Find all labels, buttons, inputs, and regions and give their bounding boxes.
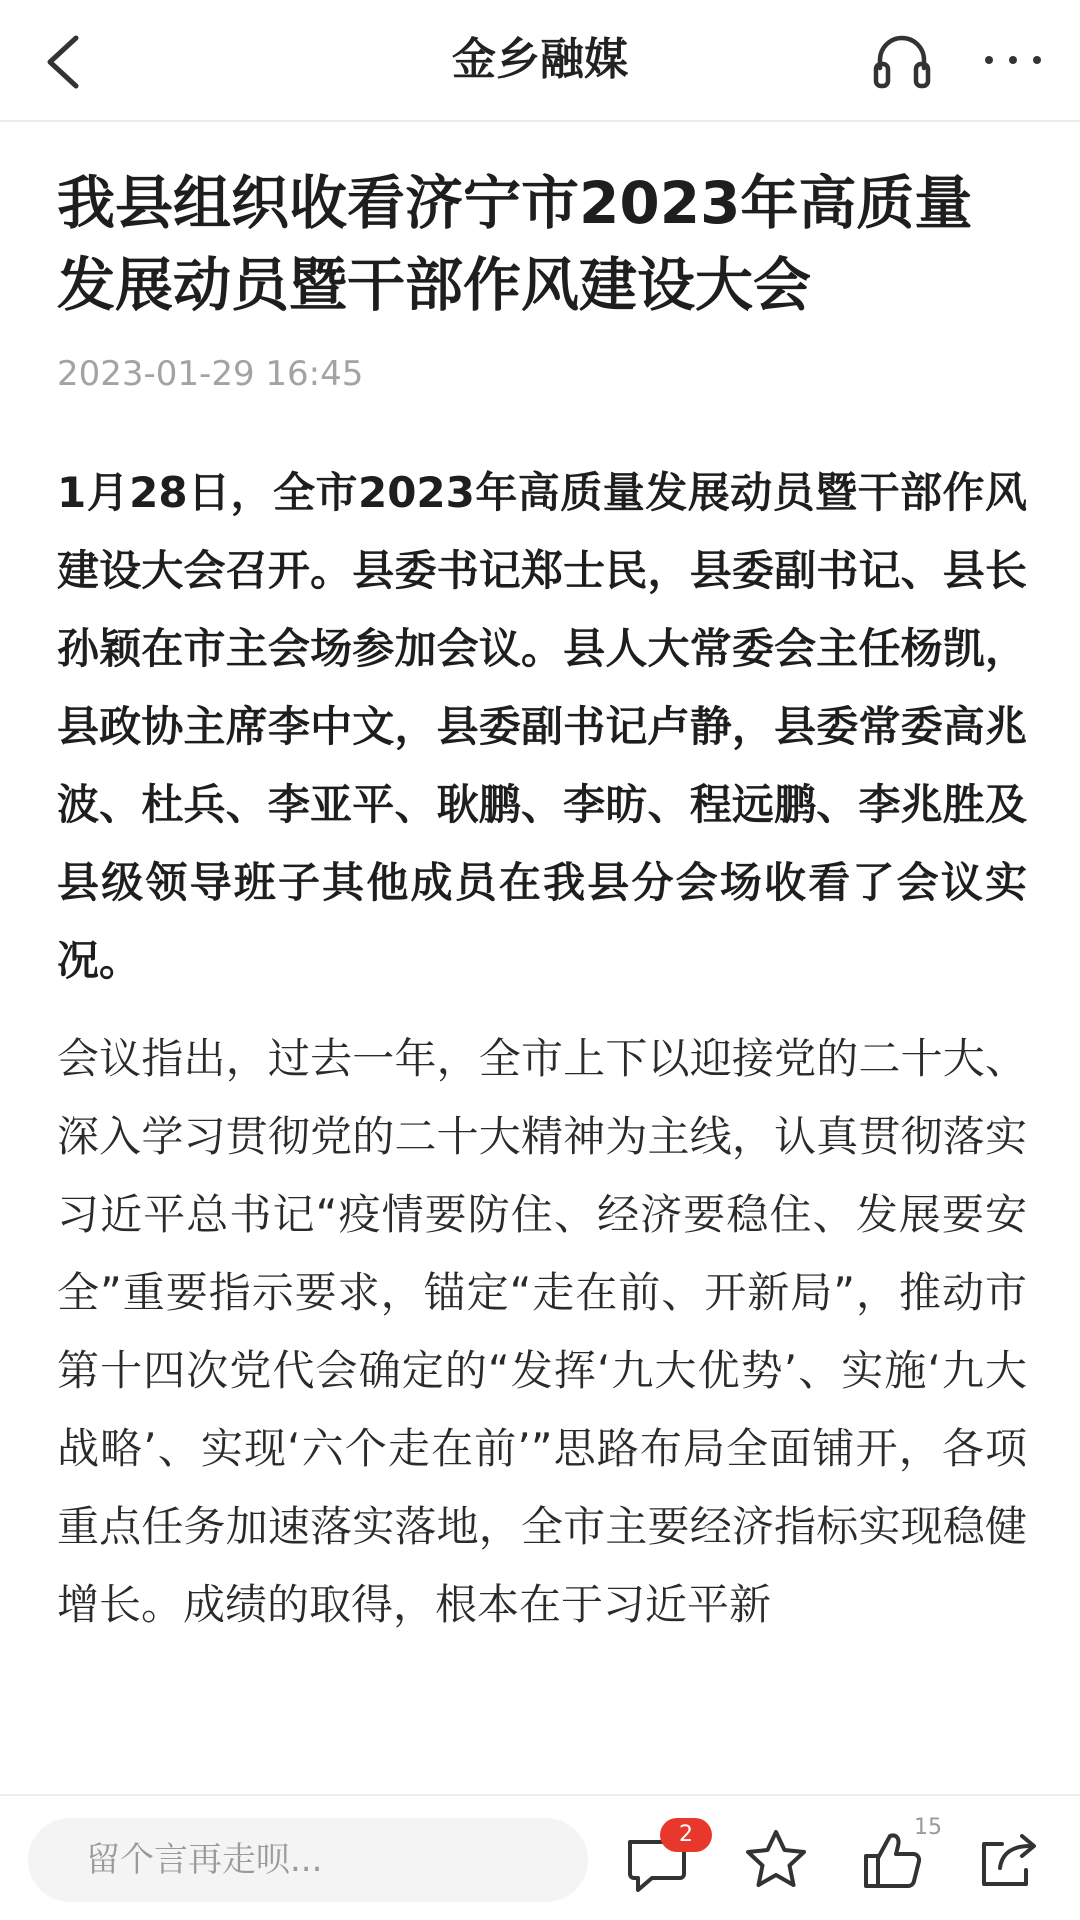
comment-button[interactable] — [620, 1822, 696, 1898]
favorite-button[interactable] — [738, 1822, 814, 1898]
share-button[interactable] — [972, 1822, 1048, 1898]
more-dots-icon — [976, 24, 1050, 96]
like-button[interactable] — [856, 1815, 942, 1898]
app-title: 金乡融媒 — [452, 34, 628, 85]
top-nav-bar — [0, 0, 1080, 122]
listen-button[interactable] — [866, 24, 938, 96]
comment-input[interactable]: 留个言再走呗... — [28, 1818, 588, 1902]
article-content — [57, 122, 1027, 1794]
more-button[interactable] — [976, 24, 1050, 96]
star-icon — [738, 1822, 814, 1898]
body-paragraph: 会议指出，过去一年，全市上下以迎接党的二十大、深入学习贯彻党的二十大精神为主线，认真贯彻落实习近平总书记“疫情要防住、经济要稳住、发展要安全”重要指示要求，锚定“走在前、开新局”，推动市第十四次党代会确定的“发挥‘九大优势’、实施‘九大战略’、实现‘六个走在前’”思路布局全面铺开，各项重点任务加速落实落地，全市主要经济指标实现稳健增长。成绩的取得，根本在于习近平新 — [57, 1034, 1027, 1629]
bottom-action-bar — [0, 1794, 1080, 1920]
lead-paragraph: 1月28日，全市2023年高质量发展动员暨干部作风建设大会召开。县委书记郑士民，县委副书记、县长孙颖在市主会场参加会议。县人大常委会主任杨凯，县政协主席李中文，县委副书记卢静，县委常委高兆波、杜兵、李亚平、耿鹏、李昉、程远鹏、李兆胜及县级领导班子其他成员在我县分会场收看了会议实况。 — [57, 468, 1027, 985]
article-title: 我县组织收看济宁市2023年高质量发展动员暨干部作风建设大会 — [57, 169, 973, 319]
headphones-icon — [866, 24, 938, 96]
comment-count-badge: 2 — [660, 1818, 712, 1852]
back-button[interactable] — [30, 22, 110, 102]
like-count: 15 — [914, 1815, 942, 1840]
share-icon — [972, 1822, 1048, 1898]
publish-time: 2023-01-29 16:45 — [57, 354, 364, 394]
chevron-left-icon — [30, 22, 110, 102]
